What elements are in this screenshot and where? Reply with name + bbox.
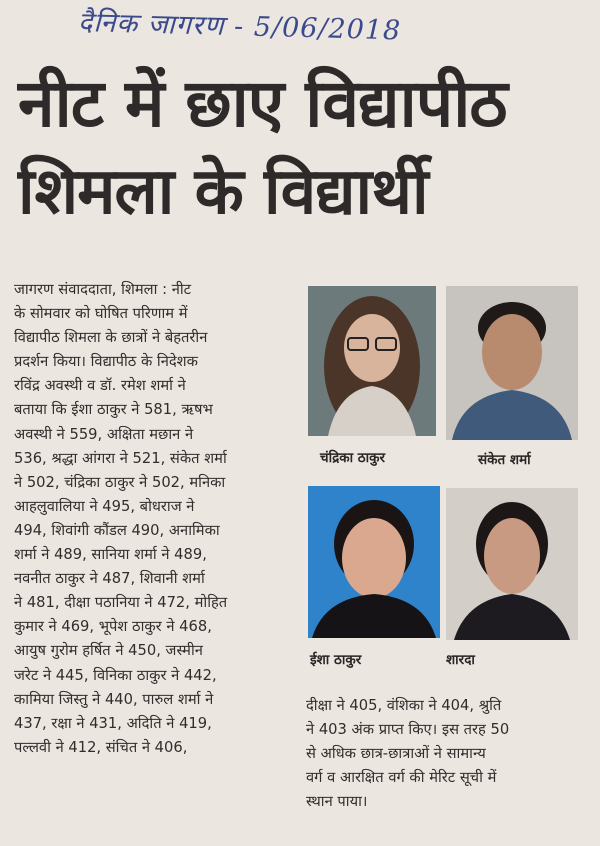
- article-line: बताया कि ईशा ठाकुर ने 581, ऋषभ: [14, 401, 213, 419]
- article-line: 494, शिवांगी कौंडल 490, अनामिका: [14, 521, 220, 539]
- article-line: दीक्षा ने 405, वंशिका ने 404, श्रुति: [306, 697, 502, 714]
- article-line: ने 481, दीक्षा पठानिया ने 472, मोहित: [14, 594, 228, 612]
- article-line: ने 502, चंद्रिका ठाकुर ने 502, मनिका: [14, 473, 226, 491]
- article-line: ने 403 अंक प्राप्त किए। इस तरह 50: [306, 721, 510, 739]
- student-portrait-boy-icon: [446, 286, 578, 440]
- article-column-2: [306, 694, 582, 814]
- photo-sanket-sharma: [446, 286, 578, 440]
- student-portrait-girl-icon: [308, 486, 440, 638]
- article-line: 536, श्रद्धा आंगरा ने 521, संकेत शर्मा: [14, 449, 227, 467]
- article-line: जागरण संवाददाता, शिमला : नीट: [14, 281, 192, 298]
- caption-chandrika: चंद्रिका ठाकुर: [320, 450, 386, 466]
- photo-sharda: [446, 488, 578, 640]
- article-line: आयुष गुरोम हर्षित ने 450, जस्मीन: [14, 642, 203, 660]
- article-line: अवस्थी ने 559, अक्षिता मछान ने: [14, 425, 194, 443]
- caption-isha: ईशा ठाकुर: [310, 652, 362, 668]
- article-line: 437, रक्षा ने 431, अदिति ने 419,: [14, 714, 212, 732]
- caption-sharda: शारदा: [446, 652, 475, 668]
- article-line: से अधिक छात्र-छात्राओं ने सामान्य: [306, 745, 486, 763]
- article-line: कुमार ने 469, भूपेश ठाकुर ने 468,: [14, 618, 212, 636]
- article-line: कामिया जिस्तु ने 440, पारुल शर्मा ने: [14, 690, 214, 708]
- article-column-1: [14, 278, 302, 760]
- article-line: रविंद्र अवस्थी व डॉ. रमेश शर्मा ने: [14, 377, 186, 395]
- student-portrait-girl-icon: [446, 488, 578, 640]
- article-line: पल्लवी ने 412, संचित ने 406,: [14, 738, 188, 756]
- photo-isha-thakur: [308, 486, 440, 638]
- photo-chandrika-thakur: [308, 286, 436, 436]
- article-line: के सोमवार को घोषित परिणाम में: [14, 305, 188, 323]
- article-line: स्थान पाया।: [306, 793, 368, 811]
- article-line: जरेट ने 445, विनिका ठाकुर ने 442,: [14, 666, 217, 684]
- article-line: प्रदर्शन किया। विद्यापीठ के निदेशक: [14, 353, 198, 371]
- article-line: विद्यापीठ शिमला के छात्रों ने बेहतरीन: [14, 329, 208, 347]
- article-line: आहलुवालिया ने 495, बोधराज ने: [14, 497, 195, 515]
- handwritten-source-note: दैनिक जागरण - 5/06/2018: [77, 6, 402, 47]
- student-portrait-girl-glasses-icon: [308, 286, 436, 436]
- headline-line-1: नीट में छाए विद्यापीठ: [18, 65, 507, 142]
- article-line: नवनीत ठाकुर ने 487, शिवानी शर्मा: [14, 570, 205, 588]
- headline-line-2: शिमला के विद्यार्थी: [18, 155, 428, 229]
- article-line: शर्मा ने 489, सानिया शर्मा ने 489,: [14, 546, 207, 564]
- article-line: वर्ग व आरक्षित वर्ग की मेरिट सूची में: [306, 769, 497, 787]
- caption-sanket: संकेत शर्मा: [478, 452, 531, 468]
